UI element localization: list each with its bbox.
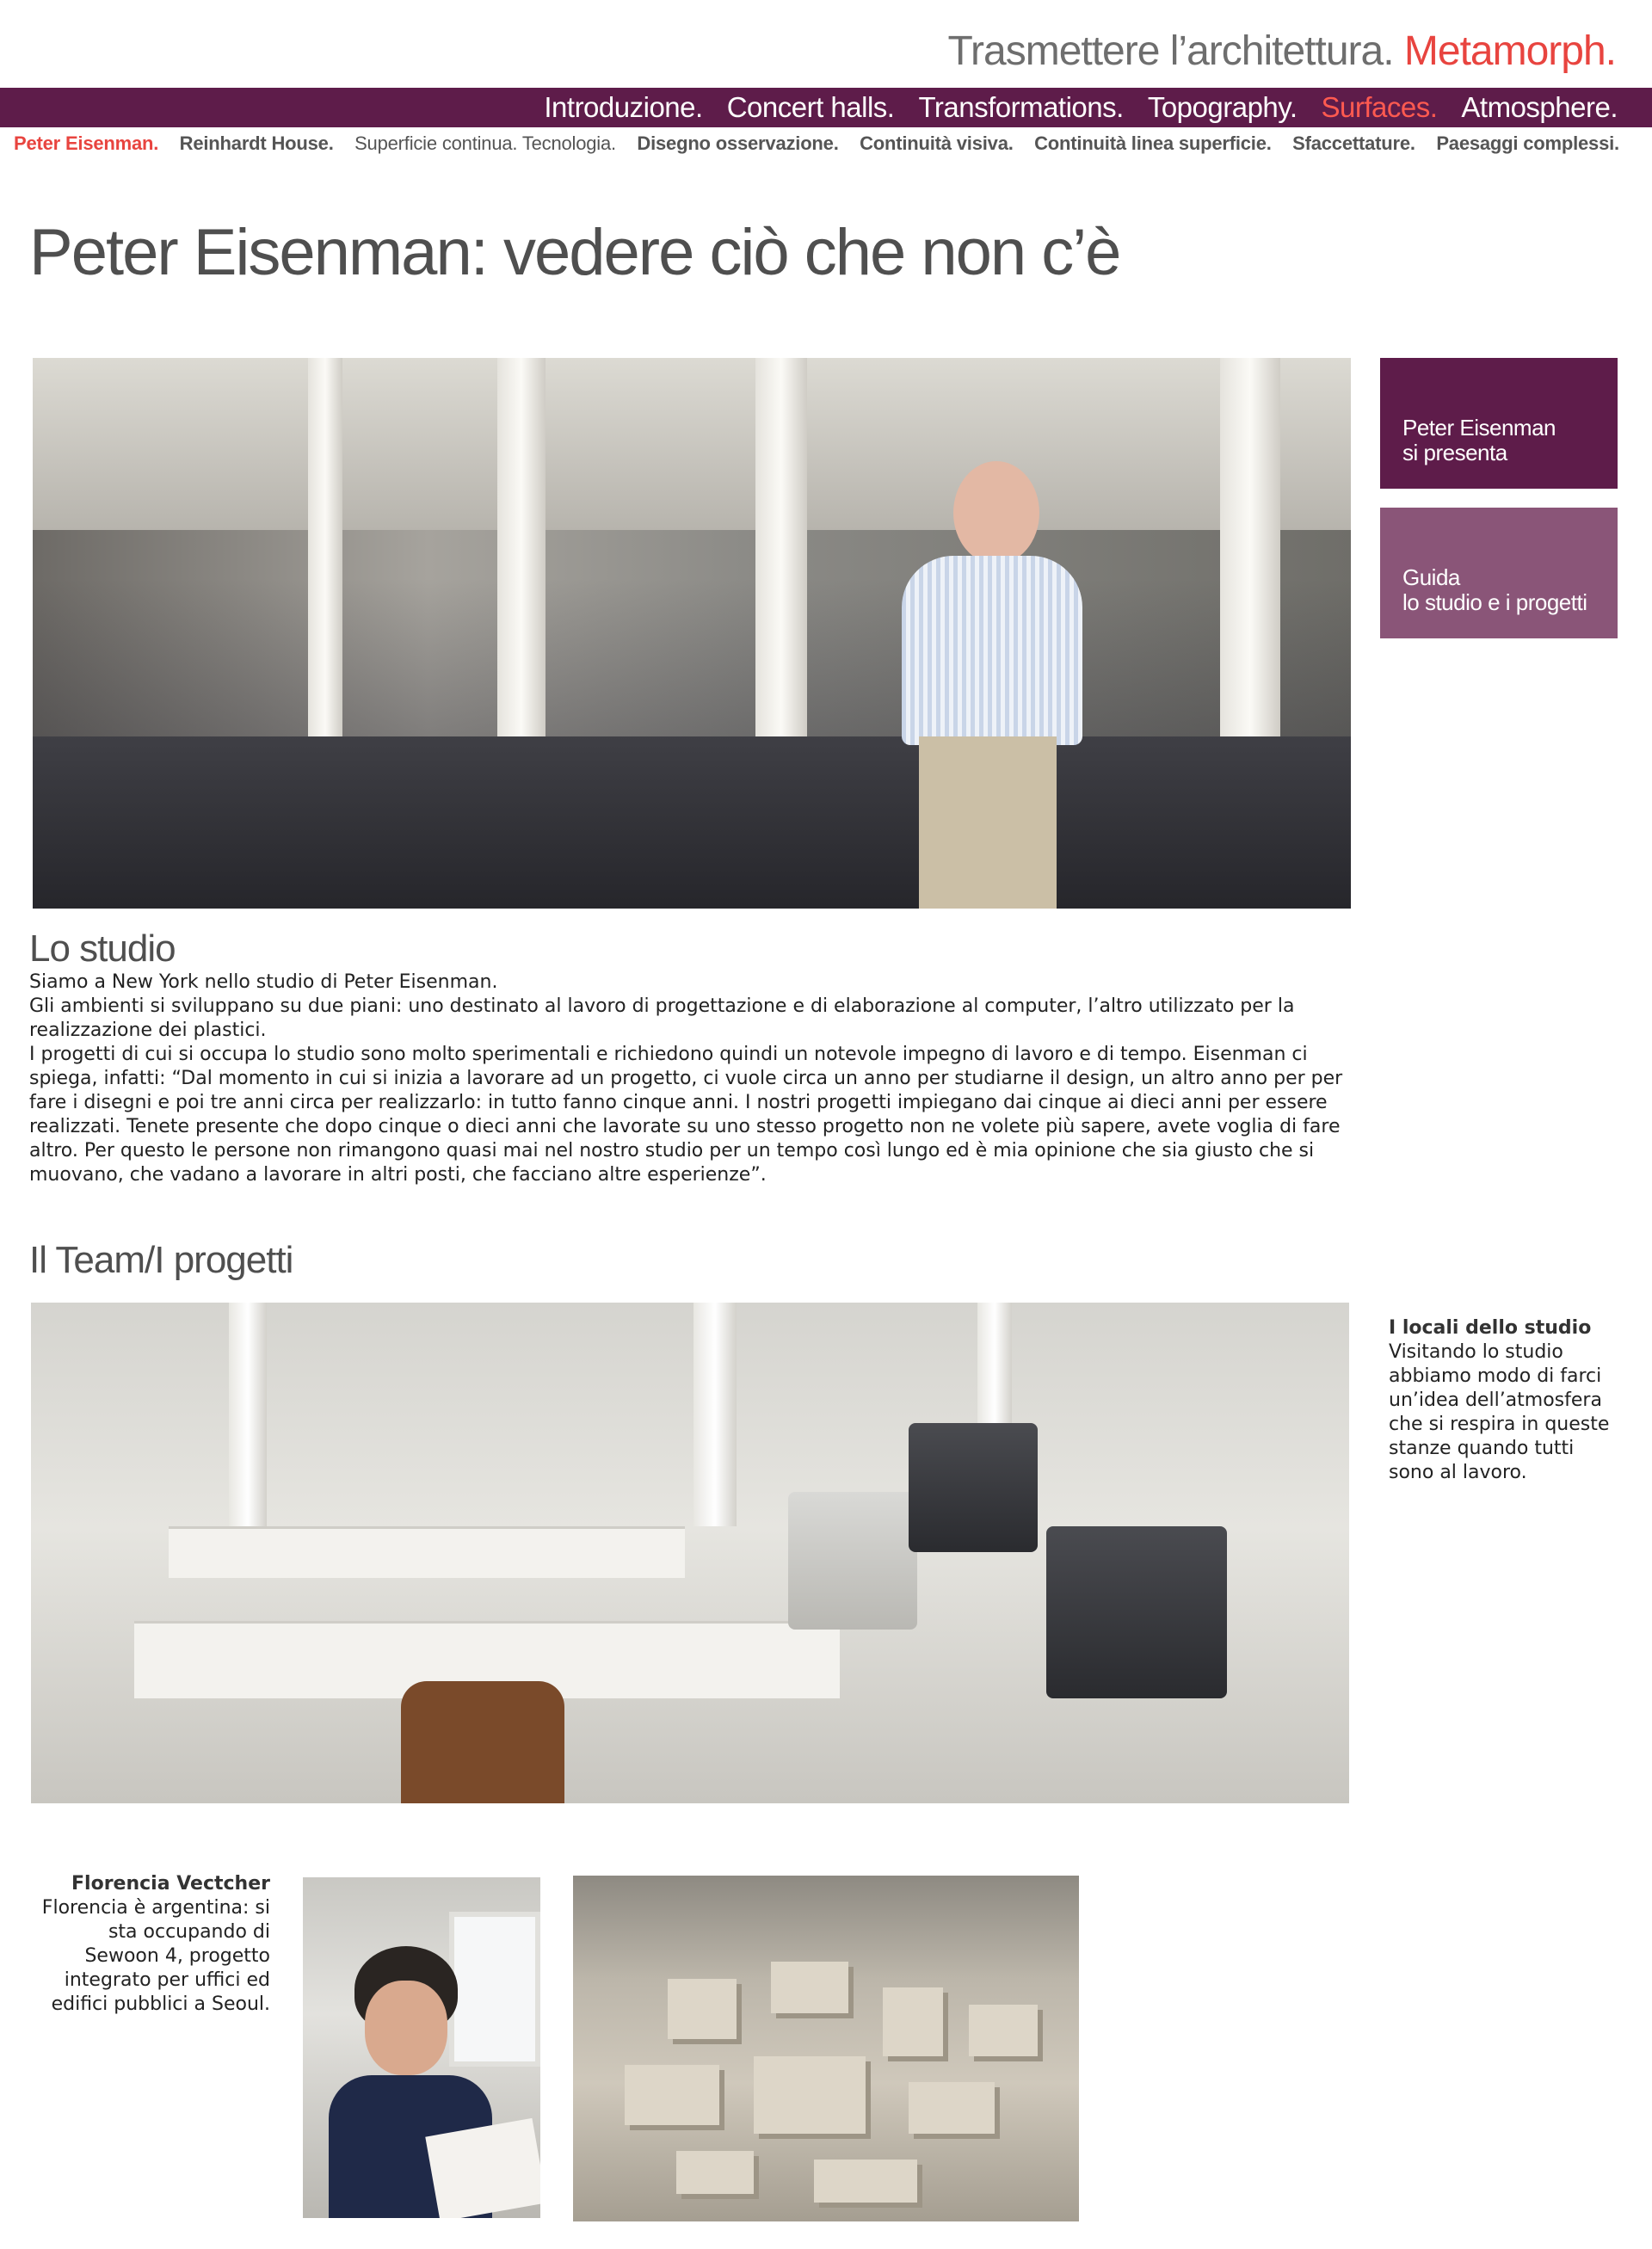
photo-peter-eisenman [885,461,1091,909]
studio-photo [33,358,1351,909]
button-line: si presenta [1402,440,1507,465]
subnav-continuita-linea[interactable]: Continuità linea superficie. [1034,132,1272,154]
florencia-photo [303,1877,540,2218]
florencia-caption [34,1872,270,2017]
note-title: I locali dello studio [1389,1317,1592,1339]
nav-transformations[interactable]: Transformations. [918,91,1124,123]
subnav-continuita-visiva[interactable]: Continuità visiva. [860,132,1014,154]
subnav-reinhardt-house[interactable]: Reinhardt House. [179,132,334,154]
photo-desks [33,736,1351,909]
subnav-paesaggi-complessi[interactable]: Paesaggi complessi. [1436,132,1619,154]
brand-name[interactable]: Metamorph. [1403,28,1616,74]
photo-monitor [909,1423,1038,1552]
site-title [947,28,1616,75]
section-heading-studio: Lo studio [29,927,176,970]
peter-eisenman-si-presenta-button[interactable] [1380,358,1618,489]
model-block [909,2082,995,2134]
model-block [969,2005,1038,2056]
photo-ceiling [33,358,1351,530]
model-block [883,1987,943,2056]
studio-text [29,970,1354,1187]
nav-atmosphere[interactable]: Atmosphere. [1461,91,1618,123]
model-photo [573,1876,1079,2221]
caption-text: Florencia è argentina: si sta occupando di Sewoon 4, progetto integrato per uffici ed edifici pubblici a Seoul. [41,1897,270,2015]
nav-surfaces[interactable]: Surfaces. [1321,91,1438,123]
button-line: Guida [1402,564,1460,590]
photo-column [229,1303,267,1561]
photo-monitor [1046,1526,1227,1698]
locali-studio-note [1389,1316,1621,1485]
photo-monitor [788,1492,917,1630]
guida-studio-button[interactable] [1380,508,1618,638]
photo-chair [401,1681,564,1803]
paragraph: Siamo a New York nello studio di Peter Eisenman. [29,971,498,993]
paragraph: Gli ambienti si sviluppano su due piani: uno destinato al lavoro di progettazione e di elaborazione al computer, l’altro utilizzato per la realizzazione dei plastici. [29,995,1295,1041]
section-heading-team: Il Team/I progetti [29,1239,293,1281]
subnav-peter-eisenman[interactable]: Peter Eisenman. [14,132,159,154]
sub-nav [14,132,1619,155]
caption-name: Florencia Vectcher [71,1873,270,1895]
photo-column [693,1303,737,1526]
subnav-superficie-continua[interactable]: Superficie continua. Tecnologia. [354,132,616,154]
model-block [754,2056,866,2134]
page-title: Peter Eisenman: vedere ciò che non c’è [29,216,1120,289]
model-block [668,1979,737,2039]
model-block [625,2065,719,2125]
nav-introduzione[interactable]: Introduzione. [544,91,703,123]
subnav-disegno-osservazione[interactable]: Disegno osservazione. [637,132,839,154]
model-block [771,1962,848,2013]
site-tagline: Trasmettere l’architettura. [947,28,1394,74]
model-block [676,2151,754,2194]
photo-desk [169,1526,685,1578]
button-line: Peter Eisenman [1402,415,1556,441]
model-block [814,2160,917,2203]
nav-topography[interactable]: Topography. [1147,91,1298,123]
nav-concert-halls[interactable]: Concert halls. [726,91,895,123]
team-office-photo [31,1303,1349,1803]
subnav-sfaccettature[interactable]: Sfaccettature. [1292,132,1415,154]
button-line: lo studio e i progetti [1402,589,1587,615]
paragraph: I progetti di cui si occupa lo studio sono molto sperimentali e richiedono quindi un notevole impegno di lavoro e di tempo. Eisenman ci spiega, infatti: “Dal momento in cui si inizia a lavorare ad un progetto, ci vuole circa un anno per studiarne il design, un altro anno per per fare i disegni e poi tre anni circa per realizzarlo: in tutto fanno cinque anni. I nostri progetti impiegano dai cinque ai dieci anni per essere realizzati. Tenete presente che dopo cinque o dieci anni che lavorate su uno stesso progetto non ne volete più sapere, avete voglia di fare altro. Per questo le persone non rimangono quasi mai nel nostro studio per un tempo così lungo ed è mia opinione che sia giusto che si muovano, che vadano a lavorare in altri posti, che facciano altre esperienze”. [29,1044,1343,1186]
main-nav [0,88,1652,127]
note-text: Visitando lo studio abbiamo modo di farci un’idea dell’atmosfera che si respira in queste stanze quando tutti sono al lavoro. [1389,1341,1610,1483]
